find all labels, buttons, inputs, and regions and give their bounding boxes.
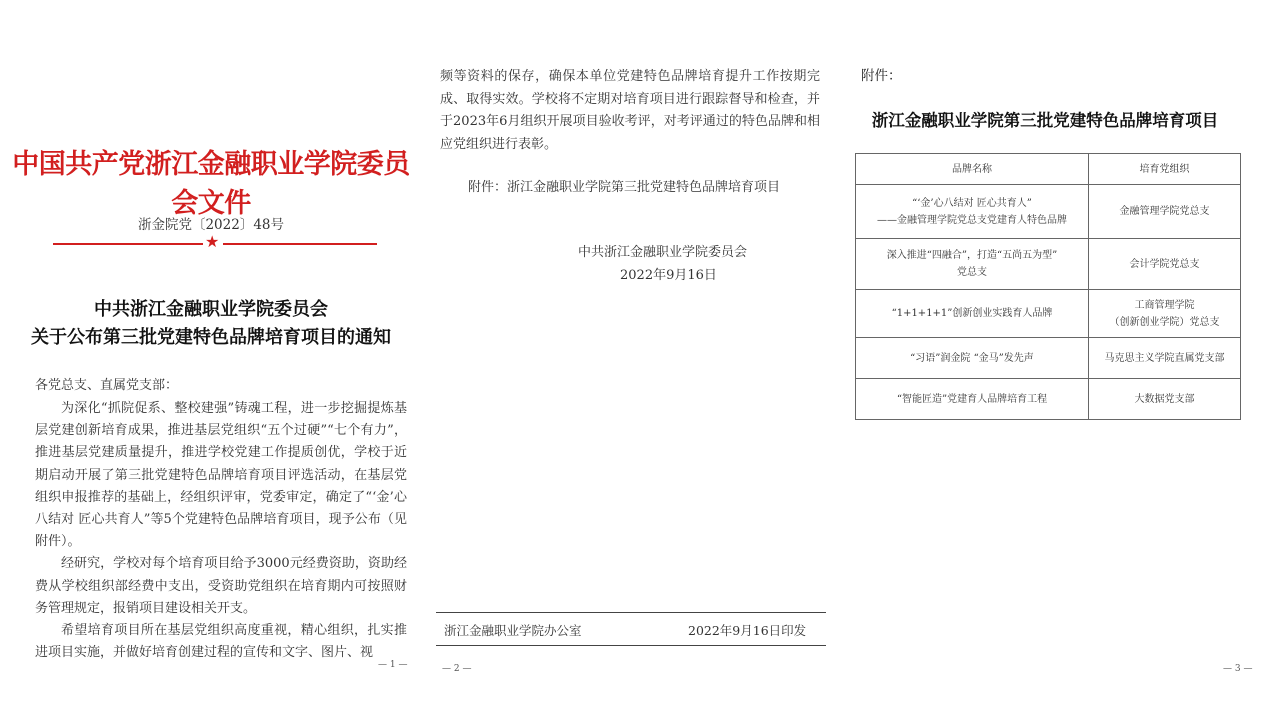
org-line: 会计学院党总支	[1129, 258, 1200, 270]
footer-issuing-office: 浙江金融职业学院办公室	[444, 623, 582, 638]
table-row	[856, 185, 1241, 239]
org-line: （创新创业学院）党总支	[1109, 316, 1220, 328]
page-number-2: — 2 —	[442, 664, 472, 674]
org-line: 工商管理学院	[1134, 299, 1195, 311]
document-page-2	[428, 0, 838, 710]
brand-line: “‘金’心八结对 匠心共育人”	[912, 197, 1032, 209]
brand-line: ——金融管理学院党总支党建育人特色品牌	[877, 214, 1067, 226]
project-list-title: 浙江金融职业学院第三批党建特色品牌培育项目	[871, 111, 1219, 130]
red-header-title: 中国共产党浙江金融职业学院委员会文件	[12, 149, 410, 219]
org-cell	[1089, 290, 1241, 338]
signature-date: 2022年9月16日	[620, 268, 717, 283]
header-brand-name: 品牌名称	[856, 154, 1089, 185]
body-paragraph-2: 经研究，学校对每个培育项目给予3000元经费资助，资助经费从学校组织部经费中支出，受资助党组织在培育期内可按照财务管理规定，报销项目建设相关开支。	[35, 556, 407, 616]
project-table	[855, 153, 1241, 420]
table-row	[856, 239, 1241, 290]
footer-print-date: 2022年9月16日印发	[688, 623, 807, 638]
body-paragraph-1: 为深化“抓院促系、整校建强”铸魂工程，进一步挖掘提炼基层党建创新培育成果，推进基层党组织“五个过硬”“七个有力”，推进基层党建质量提升，推进学校党建工作提质创优，学校于近期启动开展了第三批党建特色品牌培育项目评选活动，在基层党组织申报推荐的基础上，经组织评审，党委审定，确定了“‘金’心八结对 匠心共育人”等5个党建特色品牌培育项目，现予公布（见附件）。	[35, 401, 407, 550]
table-row	[856, 338, 1241, 379]
body-paragraph-3: 希望培育项目所在基层党组织高度重视，精心组织，扎实推进项目实施，并做好培育创建过程的宣传和文字、图片、视	[35, 623, 407, 661]
attachment-line: 附件：浙江金融职业学院第三批党建特色品牌培育项目	[468, 180, 781, 195]
continued-paragraph: 频等资料的保存，确保本单位党建特色品牌培育提升工作按期完成、取得实效。学校将不定期对培育项目进行跟踪督导和检查，并于2023年6月组织开展项目验收考评，对考评通过的特色品牌和相应党组织进行表彰。	[440, 69, 820, 152]
header-organization: 培育党组织	[1089, 154, 1241, 185]
brand-cell	[856, 338, 1089, 379]
footer-divider-top	[436, 612, 826, 613]
red-star-icon: ★	[205, 232, 220, 251]
document-page-1	[0, 0, 422, 710]
brand-line: “1+1+1+1”创新创业实践育人品牌	[891, 308, 1053, 319]
brand-cell	[856, 379, 1089, 420]
org-cell	[1089, 379, 1241, 420]
red-divider-right	[223, 243, 377, 245]
brand-cell	[856, 185, 1089, 239]
table-row	[856, 290, 1241, 338]
attachment-label: 附件：	[861, 68, 902, 84]
brand-cell	[856, 239, 1089, 290]
footer-divider-bottom	[436, 645, 826, 646]
notice-title-line-2: 关于公布第三批党建特色品牌培育项目的通知	[31, 327, 391, 348]
brand-line: “智能匠造”党建育人品牌培育工程	[896, 393, 1048, 405]
red-divider-left	[53, 243, 203, 245]
table-row	[856, 379, 1241, 420]
document-page-3	[845, 0, 1265, 710]
org-line: 金融管理学院党总支	[1119, 206, 1210, 217]
org-line: 马克思主义学院直属党支部	[1104, 352, 1225, 364]
notice-body	[35, 398, 407, 664]
page-number-3: — 3 —	[1223, 664, 1253, 674]
salutation: 各党总支、直属党支部：	[35, 378, 179, 393]
org-cell	[1089, 239, 1241, 290]
continued-body	[440, 66, 820, 156]
signature-organization: 中共浙江金融职业学院委员会	[578, 245, 748, 260]
brand-cell	[856, 290, 1089, 338]
org-cell	[1089, 185, 1241, 239]
brand-line: “习语”润金院 “金马”发先声	[910, 352, 1034, 364]
table-header-row	[856, 154, 1241, 185]
org-cell	[1089, 338, 1241, 379]
notice-title	[0, 296, 422, 352]
notice-title-line-1: 中共浙江金融职业学院委员会	[94, 299, 328, 320]
brand-line: 深入推进“四融合”，打造“五尚五为型”	[886, 250, 1058, 261]
document-number: 浙金院党〔2022〕48号	[137, 217, 285, 233]
page-number-1: — 1 —	[378, 660, 408, 670]
brand-line: 党总支	[957, 267, 987, 278]
org-line: 大数据党支部	[1134, 393, 1195, 405]
